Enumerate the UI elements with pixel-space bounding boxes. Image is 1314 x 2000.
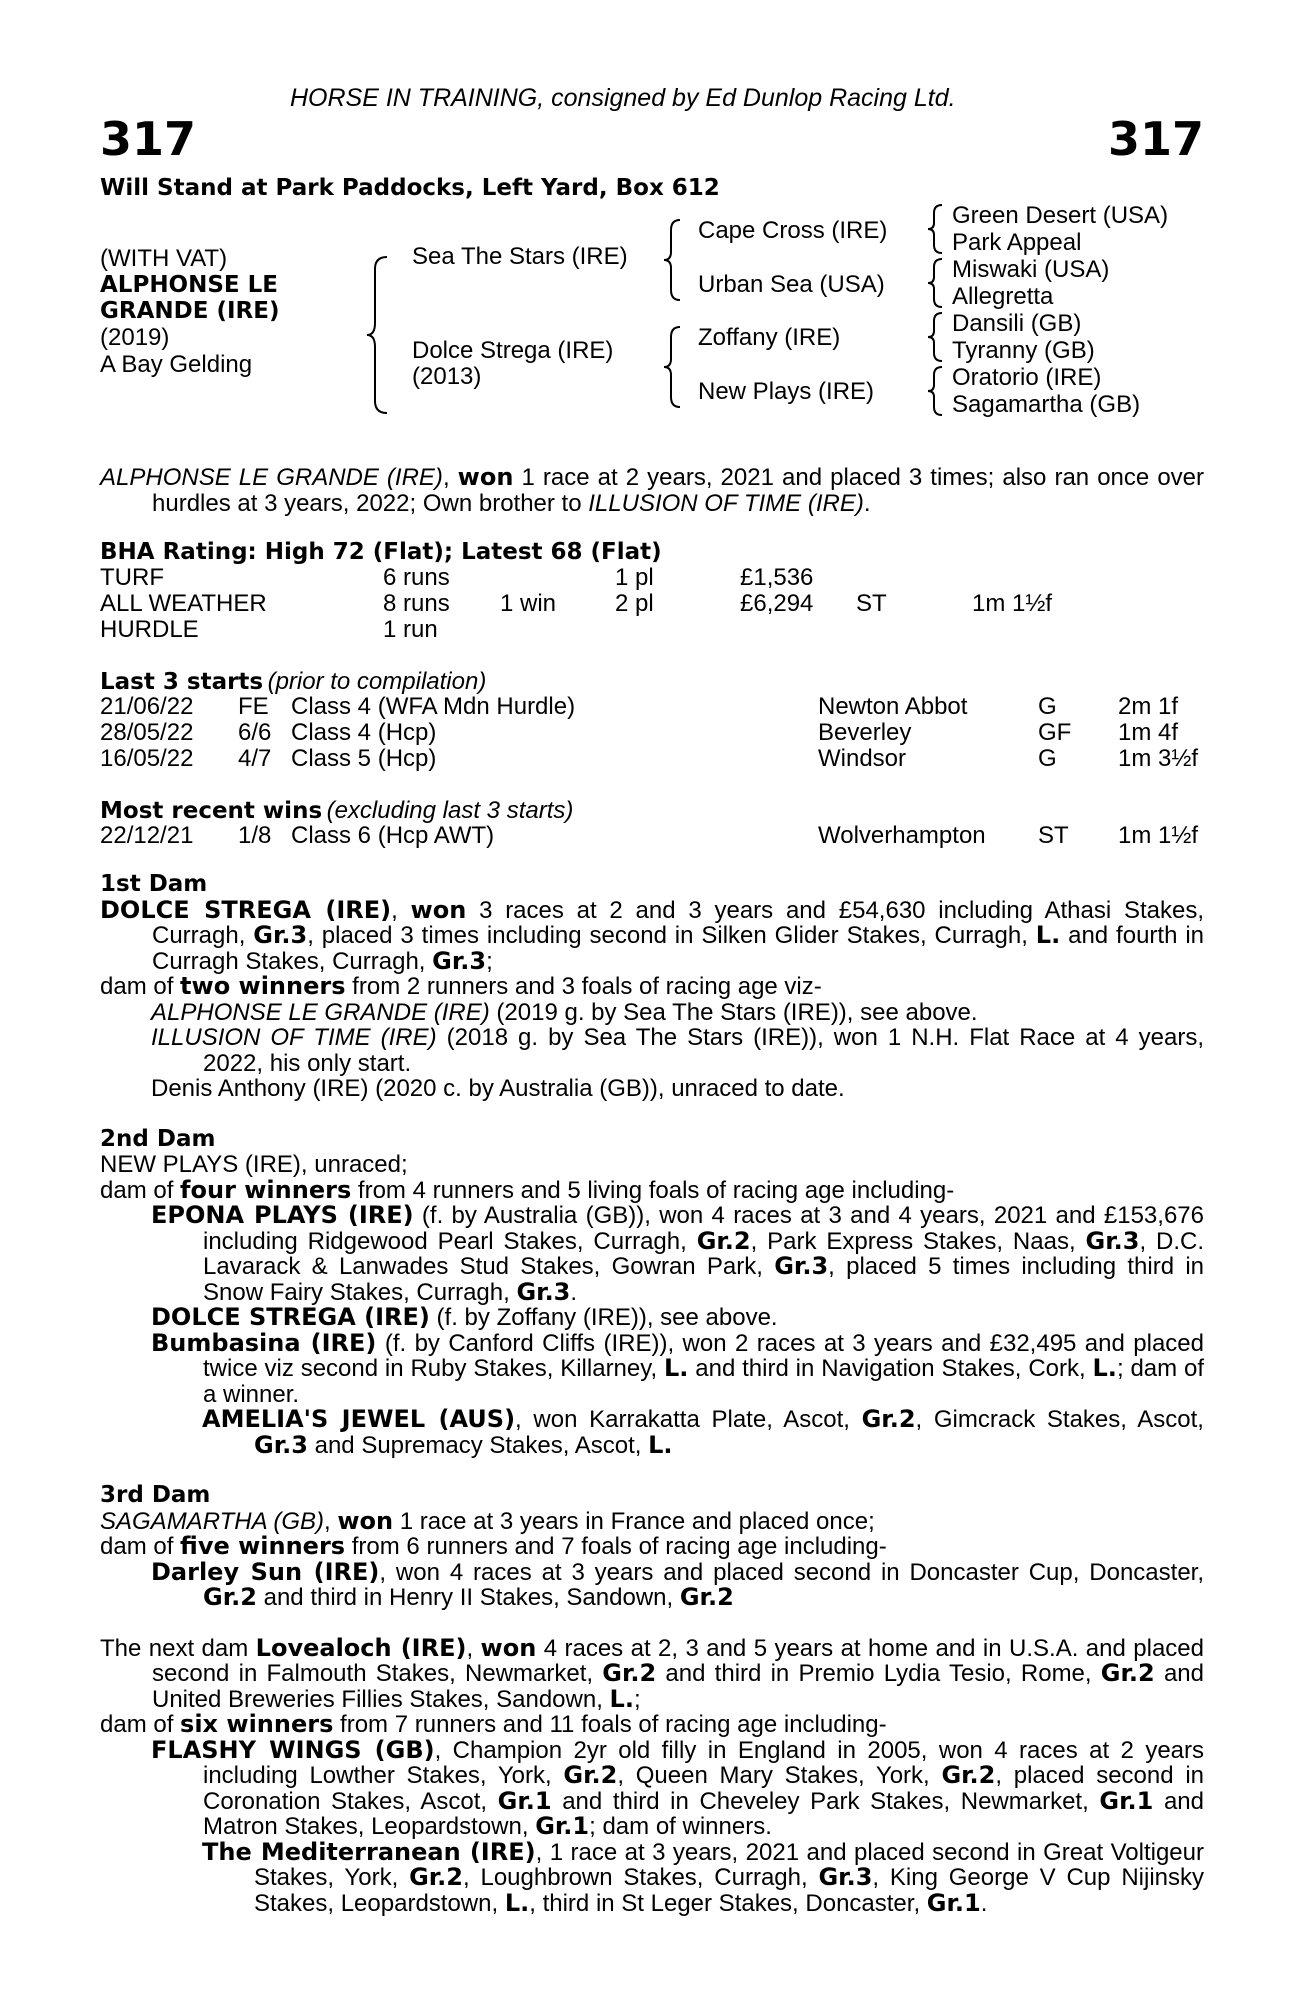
summary-horse-name: ALPHONSE LE GRANDE (IRE) bbox=[100, 464, 443, 491]
summary-brother: ILLUSION OF TIME (IRE) bbox=[588, 489, 864, 517]
next-dam-record: The next dam Lovealoch (IRE), won 4 races at 2, 3 and 5 years at home and in U.S.A. and placed second in Falmouth Stakes, Newmarket, Gr.2 and third in Premio Lydia Tesio, Rome, Gr.2 and United Breweries Fillies Stakes, Sandown, L.; bbox=[100, 1633, 1204, 1713]
pedigree-sire-sire: Cape Cross (IRE) bbox=[698, 217, 888, 244]
pedigree-sire: Sea The Stars (IRE) bbox=[412, 243, 628, 270]
offspring-entry: ILLUSION OF TIME (IRE) (2018 g. by Sea The Stars (IRE)), won 1 N.H. Flat Race at 4 years, 2022, his only start. bbox=[151, 1024, 1205, 1077]
pedigree-g2: Park Appeal bbox=[952, 229, 1082, 256]
first-dam-record: DOLCE STREGA (IRE), won 3 races at 2 and 3 years and £54,630 including Athasi Stakes, Curragh, Gr.3, placed 3 times including second in Silken Glider Stakes, Curragh, L. and fourth in Curragh Stakes, Curragh, Gr.3; bbox=[100, 895, 1205, 975]
horse-description: A Bay Gelding bbox=[100, 351, 253, 378]
pedigree-sire-dam: Urban Sea (USA) bbox=[698, 271, 885, 298]
pedigree-g5: Dansili (GB) bbox=[952, 310, 1082, 337]
second-dam-heading: 2nd Dam bbox=[100, 1125, 216, 1152]
third-dam-produce: dam of five winners from 6 runners and 7 foals of racing age including- bbox=[100, 1532, 887, 1560]
pedigree-g4: Allegretta bbox=[952, 283, 1054, 310]
catalogue-page: HORSE IN TRAINING, consigned by Ed Dunlop Racing Ltd. 317 317 Will Stand at Park Paddocks, Left Yard, Box 612 (WITH VAT) ALPHONSE LE GRANDE (IRE) (2019) A Bay Gelding Sea The Stars (IRE) Dolce Strega (IRE) (2013) Cape Cross (IRE) Urban Sea (USA) Zoffany (IRE) New Plays (IRE) Green Desert (USA) Park Appeal Miswaki (USA) Allegretta Dansili (GB) Tyranny (GB) Oratorio (IRE) Sagamartha (GB) ALPHONSE LE GRANDE (IRE), won 1 race at 2 years, 2021 and placed 3 times; also ran once over hurdles at 3 years, 2022; Own brother to ILLUSION OF TIME (IRE). BHA Rating: High 72 (Flat); Latest 68 (Flat) TURF 6 runs 1 pl £1,536 ALL WEATHER 8 runs 1 win 2 pl £6,294 ST 1m 1½f HURDLE 1 run Last 3 starts (prior to compilation) 21/06/22 FE Class 4 (WFA Mdn Hurdle) Newton Abbot G 2m 1f 28/05/22 6/6 Class 4 (Hcp) Beverley GF 1m 4f 16/05/22 4/7 Class 5 (Hcp) Windsor G 1m 3½f Most recent wins (excluding last 3 starts) 22/12/21 1/8 Class 6 (Hcp AWT) Wolverhampton ST 1m 1½f 1st Dam DOLCE STREGA (IRE), won 3 races at 2 and 3 years and £54,630 including Athasi Stakes, Curragh, Gr.3, placed 3 times including second in Silken Glider Stakes, Curragh, L. and fourth in Curragh Stakes, Curragh, Gr.3; dam of two winners from 2 runners and 3 foals of racing age viz- ALPHONSE LE GRANDE (IRE) (2019 g. by Sea The Stars (IRE)), see above. ILLUSION OF TIME (IRE) (2018 g. by Sea The Stars (IRE)), won 1 N.H. Flat Race at 4 years, 2022, his only start. Denis Anthony (IRE) (2020 c. by Australia (GB)), unraced to date. 2nd Dam NEW PLAYS (IRE), unraced; dam of four winners from 4 runners and 5 living foals of racing age including- EPONA PLAYS (IRE) (f. by Australia (GB)), won 4 races at 3 and 4 years, 2021 and £153,676 including Ridgewood Pearl Stakes, Curragh, Gr.2, Park Express Stakes, Naas, Gr.3, D.C. Lavarack & Lanwades Stud Stakes, Gowran Park, Gr.3, placed 5 times including third in Snow Fairy Stakes, Curragh, Gr.3. DOLCE STREGA (IRE) (f. by Zoffany (IRE)), see above. Bumbasina (IRE) (f. by Canford Cliffs (IRE)), won 2 races at 3 years and £32,495 and placed twice viz second in Ruby Stakes, Killarney, L. and third in Navigation Stakes, Cork, L.; dam of a winner. AMELIA'S JEWEL (AUS), won Karrakatta Plate, Ascot, Gr.2, Gimcrack Stakes, Ascot, Gr.3 and Supremacy Stakes, Ascot, L. 3rd Dam SAGAMARTHA (GB), won 1 race at 3 years in France and placed once; dam of five winners from 6 runners and 7 foals of racing age including- Darley Sun (IRE), won 4 races at 3 years and placed second in Doncaster Cup, Doncaster, Gr.2 and third in Henry II Stakes, Sandown, Gr.2 The next dam Lovealoch (IRE), won 4 races at 2, 3 and 5 years at home and in U.S.A. and placed second in Falmouth Stakes, Newmarket, Gr.2 and third in Premio Lydia Tesio, Rome, Gr.2 and United Breweries Fillies Stakes, Sandown, L.; dam of six winners from 7 runners and 11 foals of racing age including- FLASHY WINGS (GB), Champion 2yr old filly in England in 2005, won 4 races at 2 years including Lowther Stakes, York, Gr.2, Queen Mary Stakes, York, Gr.2, placed second in Coronation Stakes, Ascot, Gr.1 and third in Cheveley Park Stakes, Newmarket, Gr.1 and Matron Stakes, Leopardstown, Gr.1; dam of winners. The Mediterranean (IRE), 1 race at 3 years, 2021 and placed second in Great Voltigeur Stakes, York, Gr.2, Loughbrown Stakes, Curragh, Gr.3, King George V Cup Nijinsky Stakes, Leopardstown, L., third in St Leger Stakes, Doncaster, Gr.1. bbox=[100, 84, 1205, 1917]
next-dam-produce: dam of six winners from 7 runners and 11 foals of racing age including- bbox=[100, 1710, 887, 1738]
offspring-entry: ALPHONSE LE GRANDE (IRE) (2019 g. by Sea The Stars (IRE)), see above. bbox=[151, 998, 978, 1026]
gen3-bracket-4 bbox=[926, 365, 946, 417]
dam-side-bracket bbox=[662, 325, 686, 409]
pedigree-dam: Dolce Strega (IRE) bbox=[412, 337, 614, 364]
offspring-entry: DOLCE STREGA (IRE) (f. by Zoffany (IRE)), see above. bbox=[151, 1303, 778, 1331]
offspring-entry: Bumbasina (IRE) (f. by Canford Cliffs (IRE)), won 2 races at 3 years and £32,495 and placed twice viz second in Ruby Stakes, Killarney, L. and third in Navigation Stakes, Cork, L.; dam of a winner. bbox=[151, 1328, 1204, 1408]
pedigree-g1: Green Desert (USA) bbox=[952, 202, 1169, 229]
last-starts-heading-line: Last 3 starts (prior to compilation) bbox=[100, 668, 487, 695]
horse-year: (2019) bbox=[100, 324, 170, 351]
race-summary: ALPHONSE LE GRANDE (IRE), won 1 race at 2 years, 2021 and placed 3 times; also ran once over hurdles at 3 years, 2022; Own brother to ILLUSION OF TIME (IRE). bbox=[100, 463, 1205, 517]
third-dam-heading: 3rd Dam bbox=[100, 1482, 211, 1508]
offspring-entry: EPONA PLAYS (IRE) (f. by Australia (GB)), won 4 races at 3 and 4 years, 2021 and £153,676 including Ridgewood Pearl Stakes, Curragh, Gr.2, Park Express Stakes, Naas, Gr.3, D.C. Lavarack & Lanwades Stud Stakes, Gowran Park, Gr.3, placed 5 times including third in Snow Fairy Stakes, Curragh, Gr.3. bbox=[151, 1201, 1204, 1306]
pedigree-g8: Sagamartha (GB) bbox=[952, 391, 1141, 418]
pedigree-dam-year: (2013) bbox=[412, 363, 482, 390]
gen3-bracket-3 bbox=[926, 311, 946, 363]
horse-name-line1: ALPHONSE LE bbox=[100, 272, 279, 298]
pedigree-dam-sire: Zoffany (IRE) bbox=[698, 324, 841, 351]
vat-note: (WITH VAT) bbox=[100, 245, 228, 272]
consignment-line: HORSE IN TRAINING, consigned by Ed Dunlop Racing Ltd. bbox=[290, 84, 956, 112]
offspring-entry: AMELIA'S JEWEL (AUS), won Karrakatta Plate, Ascot, Gr.2, Gimcrack Stakes, Ascot, Gr.3 and Supremacy Stakes, Ascot, L. bbox=[202, 1405, 1204, 1459]
horse-name-line2: GRANDE (IRE) bbox=[100, 298, 280, 324]
stable-location: Will Stand at Park Paddocks, Left Yard, Box 612 bbox=[100, 175, 720, 201]
recent-wins-heading-line: Most recent wins (excluding last 3 starts) bbox=[100, 797, 574, 824]
pedigree-g3: Miswaki (USA) bbox=[952, 256, 1110, 283]
offspring-entry: FLASHY WINGS (GB), Champion 2yr old filly in England in 2005, won 4 races at 2 years including Lowther Stakes, York, Gr.2, Queen Mary Stakes, York, Gr.2, placed second in Coronation Stakes, Ascot, Gr.1 and third in Cheveley Park Stakes, Newmarket, Gr.1 and Matron Stakes, Leopardstown, Gr.1; dam of winners. bbox=[151, 1735, 1204, 1840]
pedigree-g7: Oratorio (IRE) bbox=[952, 364, 1102, 391]
bha-rating-heading: BHA Rating: High 72 (Flat); Latest 68 (Flat) bbox=[100, 539, 662, 565]
offspring-entry: Darley Sun (IRE), won 4 races at 3 years and placed second in Doncaster Cup, Doncaster, Gr.2 and third in Henry II Stakes, Sandown, Gr.2 bbox=[151, 1557, 1205, 1611]
offspring-entry: The Mediterranean (IRE), 1 race at 3 years, 2021 and placed second in Great Voltigeur Stakes, York, Gr.2, Loughbrown Stakes, Curragh, Gr.3, King George V Cup Nijinsky Stakes, Leopardstown, L., third in St Leger Stakes, Doncaster, Gr.1. bbox=[202, 1837, 1204, 1917]
third-dam-record: SAGAMARTHA (GB), won 1 race at 3 years in France and placed once; bbox=[100, 1506, 875, 1535]
second-dam-produce: dam of four winners from 4 runners and 5 living foals of racing age including- bbox=[100, 1175, 955, 1204]
gen3-bracket-1 bbox=[926, 203, 946, 255]
second-dam-record: NEW PLAYS (IRE), unraced; bbox=[100, 1151, 408, 1178]
pedigree-dam-dam: New Plays (IRE) bbox=[698, 378, 875, 405]
dam-section bbox=[100, 872, 1204, 1916]
first-dam-produce: dam of two winners from 2 runners and 3 foals of racing age viz- bbox=[100, 972, 822, 1000]
pedigree-g6: Tyranny (GB) bbox=[952, 337, 1095, 364]
sire-side-bracket bbox=[662, 218, 686, 302]
offspring-entry: Denis Anthony (IRE) (2020 c. by Australia (GB)), unraced to date. bbox=[151, 1075, 845, 1102]
lot-number-left: 317 bbox=[100, 112, 197, 166]
sire-dam-bracket bbox=[365, 255, 395, 415]
lot-number-right: 317 bbox=[1107, 112, 1204, 166]
gen3-bracket-2 bbox=[926, 257, 946, 309]
first-dam-heading: 1st Dam bbox=[100, 871, 208, 897]
